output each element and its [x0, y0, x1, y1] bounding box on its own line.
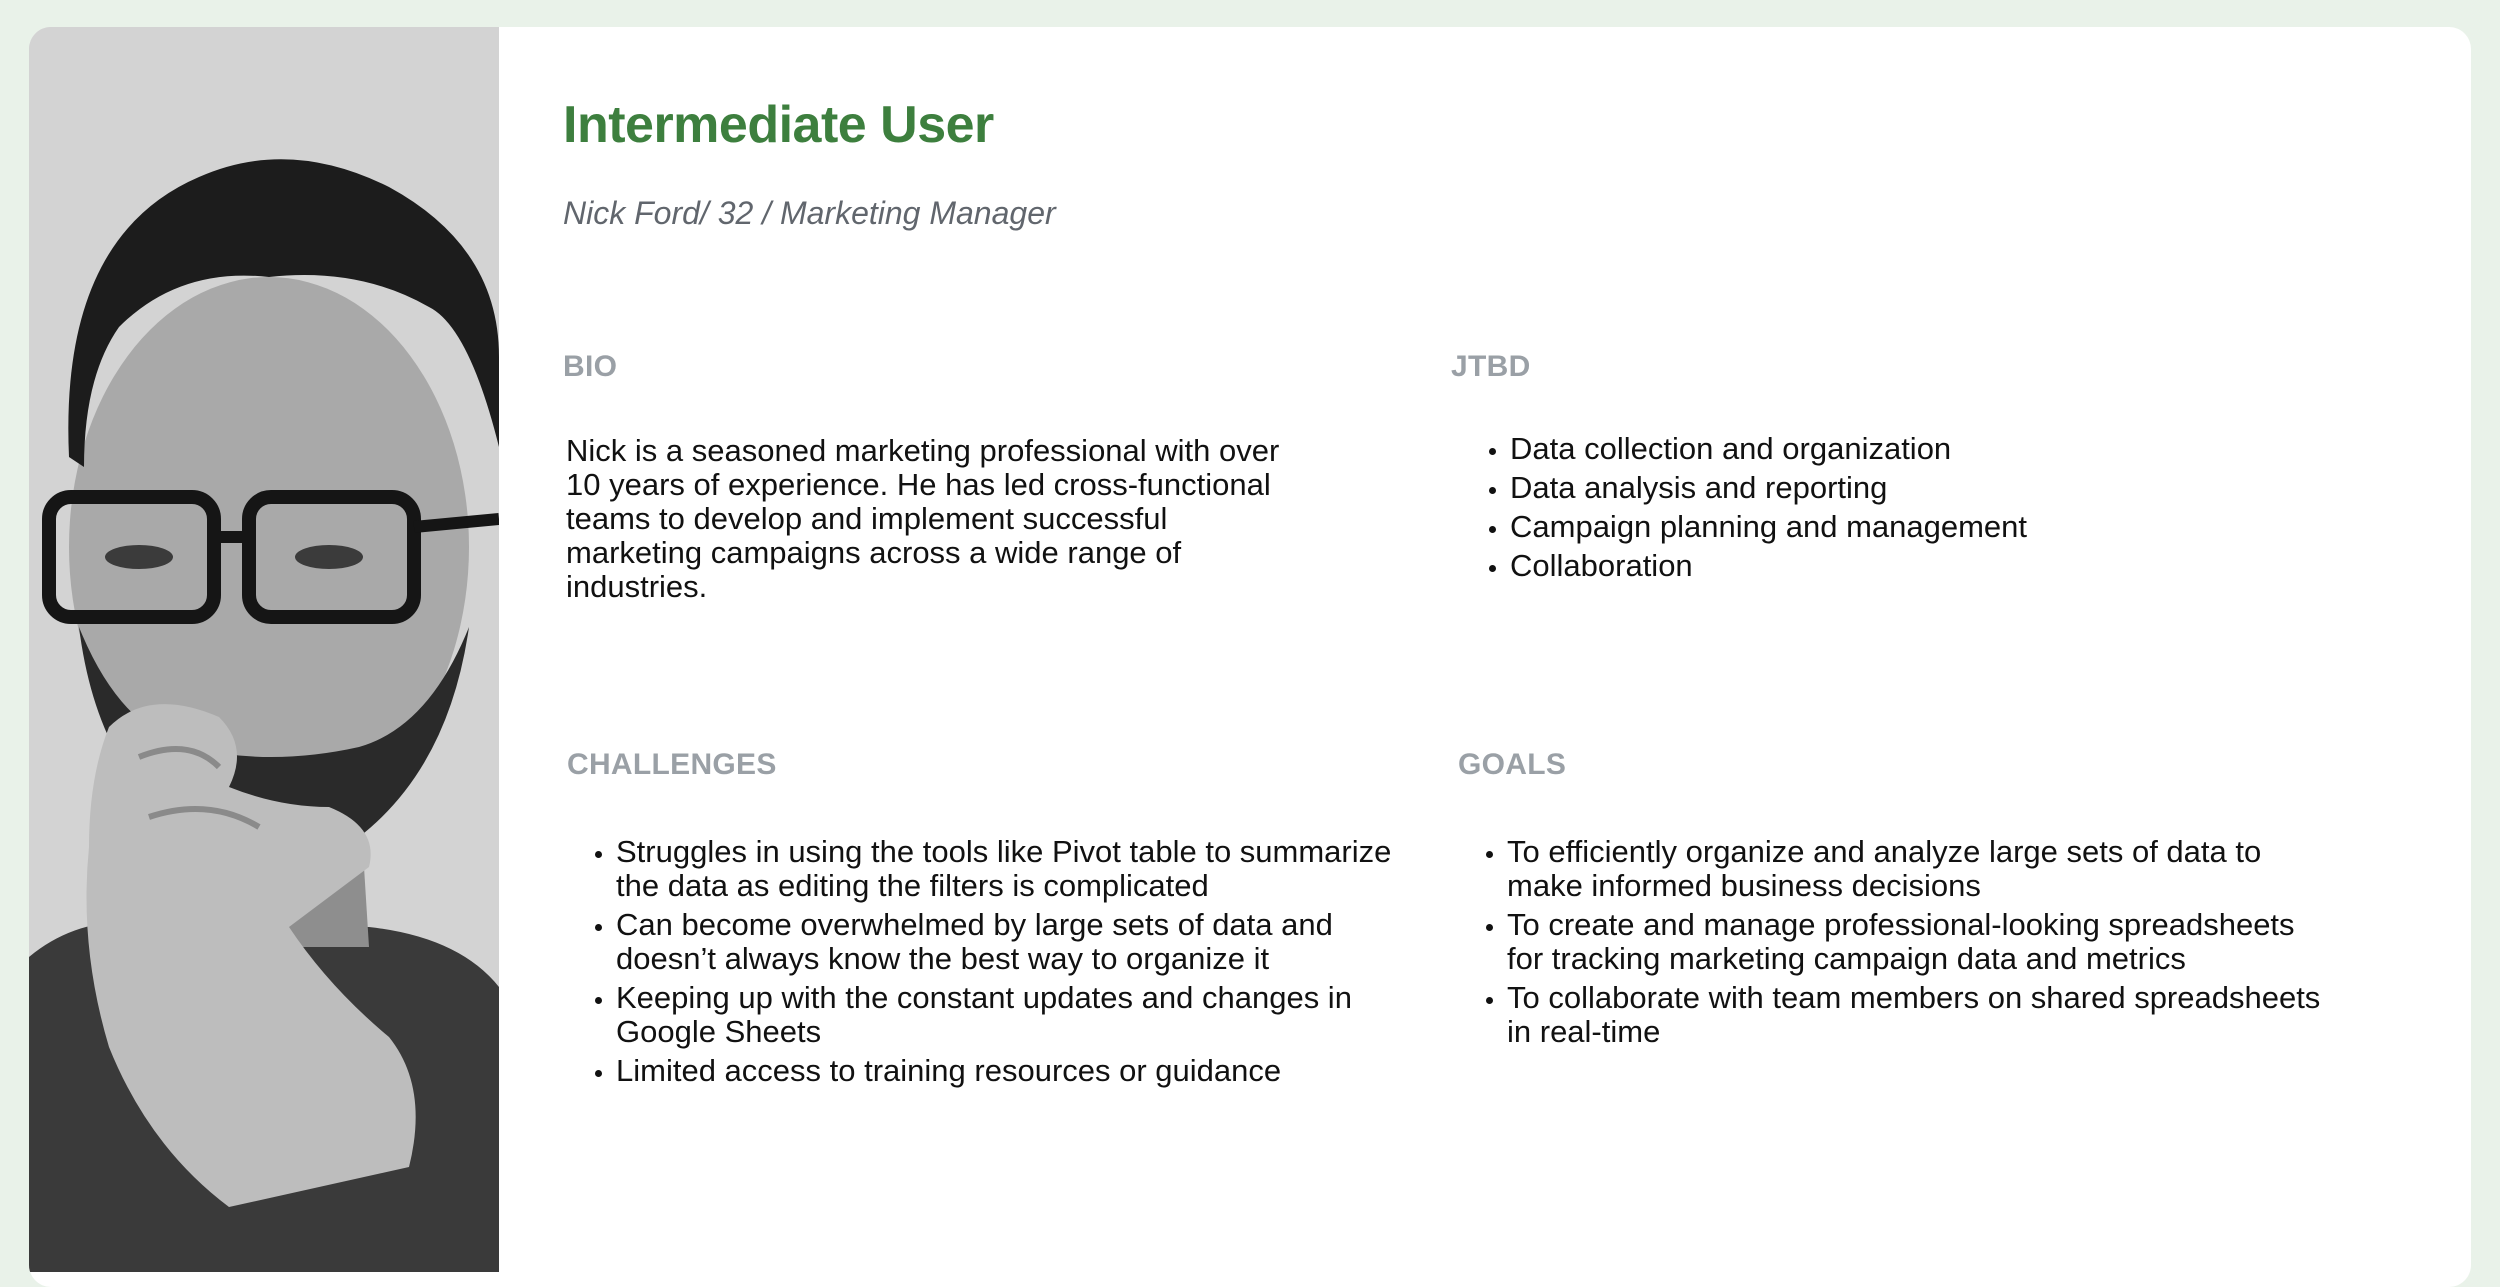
jtbd-item: • Data analysis and reporting [1510, 471, 2290, 505]
portrait-illustration [29, 27, 499, 1272]
jtbd-heading: JTBD [1451, 350, 1531, 383]
challenges-heading: CHALLENGES [567, 748, 777, 781]
jtbd-item: • Collaboration [1510, 549, 2290, 583]
persona-title: Intermediate User [563, 96, 994, 154]
goals-heading: GOALS [1458, 748, 1567, 781]
jtbd-list [1460, 432, 2290, 588]
persona-card [29, 27, 2471, 1287]
bio-text: Nick is a seasoned marketing professional with over 10 years of experience. He has led cross-functional teams to develop and implement successful marketing campaigns across a wide range of industries. [566, 433, 1280, 604]
goals-item: • To collaborate with team members on shared spreadsheets in real-time [1507, 981, 2327, 1049]
persona-photo [29, 27, 499, 1272]
goals-item: • To create and manage professional-looking spreadsheets for tracking marketing campaign data and metrics [1507, 908, 2327, 976]
jtbd-item: • Campaign planning and management [1510, 510, 2290, 544]
goals-list [1457, 835, 2327, 1054]
bio-heading: BIO [563, 350, 618, 383]
challenges-item: • Limited access to training resources or guidance [616, 1054, 1436, 1088]
challenges-item: • Can become overwhelmed by large sets of data and doesn’t always know the best way to organize it [616, 908, 1436, 976]
persona-subtitle: Nick Ford/ 32 / Marketing Manager [563, 195, 1056, 231]
challenges-item: • Struggles in using the tools like Pivot table to summarize the data as editing the filters is complicated [616, 835, 1436, 903]
challenges-list [566, 835, 1436, 1093]
jtbd-item: • Data collection and organization [1510, 432, 2290, 466]
challenges-item: • Keeping up with the constant updates and changes in Google Sheets [616, 981, 1436, 1049]
goals-item: • To efficiently organize and analyze large sets of data to make informed business decisions [1507, 835, 2327, 903]
